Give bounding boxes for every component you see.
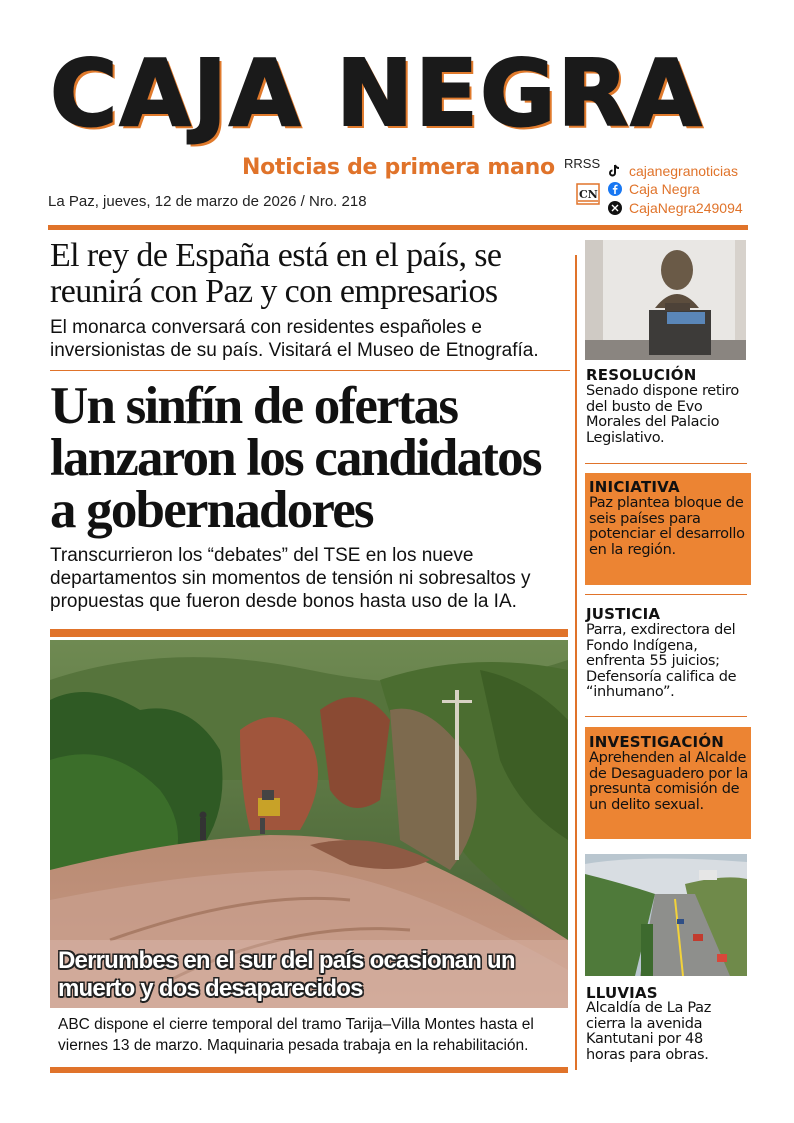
divider xyxy=(585,594,747,595)
main-summary: Transcurrieron los “debates” del TSE en los nueve departamentos sin momentos de tensión ni sobresaltos y propuestas que fueron desde bonos hasta uso de la IA. xyxy=(50,545,531,612)
photo-bottom-rule xyxy=(50,1067,568,1073)
photo-summary: ABC dispone el cierre temporal del tramo Tarija–Villa Montes hasta el viernes 13 de marzo. Maquinaria pesada trabaja en la rehabilitación. xyxy=(58,1016,534,1054)
side-text-lluvias[interactable]: Alcaldía de La Paz cierra la avenida Kantutani por 48 horas para obras. xyxy=(586,1000,712,1063)
side-kicker-justicia: JUSTICIA xyxy=(586,605,661,623)
side-text-iniciativa: Paz plantea bloque de seis países para potenciar el desarrollo en la región. xyxy=(589,495,745,558)
side-text-resolucion[interactable]: Senado dispone retiro del busto de Evo Morales del Palacio Legislativo. xyxy=(586,383,739,446)
sidebar-divider xyxy=(575,255,577,1070)
social-x[interactable] xyxy=(608,199,743,217)
svg-text:CN: CN xyxy=(579,188,598,201)
x-icon xyxy=(608,201,622,215)
masthead-rule xyxy=(48,225,748,230)
side-kicker-lluvias: LLUVIAS xyxy=(586,984,658,1002)
lead-summary: El monarca conversará con residentes españoles e inversionistas de su país. Visitará el Museo de Etnografía. xyxy=(50,317,539,361)
bust-photo[interactable] xyxy=(585,240,746,360)
side-text-justicia[interactable]: Parra, exdirectora del Fondo Indígena, enfrenta 55 juicios; Defensoría califica de “inhumano”. xyxy=(586,622,737,700)
side-kicker-investigacion: INVESTIGACIÓN xyxy=(589,733,725,751)
divider xyxy=(585,716,747,717)
social-handle: CajaNegra249094 xyxy=(629,200,743,216)
social-facebook[interactable] xyxy=(608,180,700,198)
lead-headline[interactable]: El rey de España está en el país, se reunirá con Paz y con empresarios xyxy=(50,237,502,310)
tagline: Noticias de primera mano xyxy=(242,155,555,180)
photo-top-rule xyxy=(50,629,568,637)
social-handle: Caja Negra xyxy=(629,181,700,197)
side-text-investigacion: Aprehenden al Alcalde de Desaguadero por la presunta comisión de un delito sexual. xyxy=(589,750,749,813)
masthead-title: CAJA NEGRA xyxy=(50,40,704,147)
social-tiktok[interactable] xyxy=(608,162,738,180)
facebook-icon xyxy=(608,182,622,196)
photo-headline[interactable]: Derrumbes en el sur del país ocasionan un muerto y dos desaparecidos xyxy=(58,947,515,1002)
avenue-photo[interactable] xyxy=(585,854,747,976)
divider xyxy=(585,463,747,464)
main-headline[interactable]: Un sinfín de ofertas lanzaron los candidatos a gobernadores xyxy=(50,377,541,539)
side-kicker-iniciativa: INICIATIVA xyxy=(589,478,680,496)
side-kicker-resolucion: RESOLUCIÓN xyxy=(586,366,697,384)
rrss-label: RRSS xyxy=(564,156,601,171)
dateline: La Paz, jueves, 12 de marzo de 2026 / Nro. 218 xyxy=(48,193,367,210)
social-handle: cajanegranoticias xyxy=(629,163,738,179)
cn-logo-icon xyxy=(576,183,600,205)
tiktok-icon xyxy=(608,164,622,178)
divider xyxy=(50,370,570,371)
